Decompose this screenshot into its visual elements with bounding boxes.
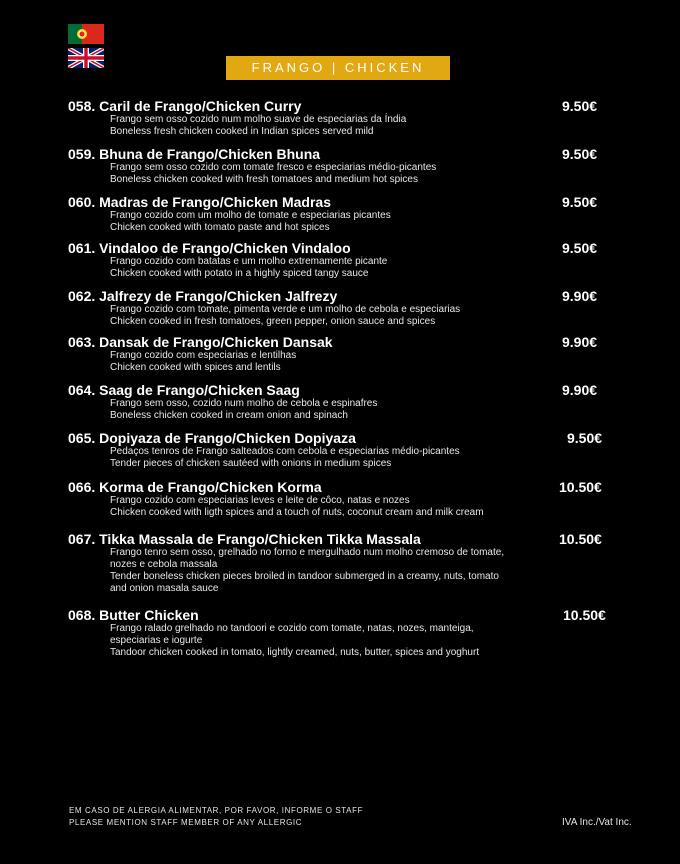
uk-flag-icon[interactable] (68, 48, 104, 68)
menu-item-title: 061. Vindaloo de Frango/Chicken Vindaloo (68, 240, 351, 256)
menu-item-price: 9.50€ (562, 146, 598, 162)
menu-item-title: 064. Saag de Frango/Chicken Saag (68, 382, 300, 398)
menu-item-title: 067. Tikka Massala de Frango/Chicken Tikka Massala (68, 531, 421, 547)
menu-item-price: 9.50€ (562, 240, 598, 256)
menu-item-description: Frango sem osso, cozido num molho de cebola e espinafres Boneless chicken cooked in cream onion and spinach (110, 398, 378, 421)
allergy-notice-pt: EM CASO DE ALERGIA ALIMENTAR, POR FAVOR, INFORME O STAFF (69, 806, 364, 815)
menu-item-price: 9.90€ (562, 334, 598, 350)
menu-item-description: Frango cozido com tomate, pimenta verde e um molho de cebola e especiarias Chicken cooked in fresh tomatoes, green pepper, onion sauce and spices (110, 304, 461, 327)
section-title-banner: FRANGO | CHICKEN (226, 56, 450, 80)
menu-item-title: 063. Dansak de Frango/Chicken Dansak (68, 334, 333, 350)
menu-item-description: Frango sem osso cozido num molho suave de especiarias da Índia Boneless fresh chicken cooked in Indian spices served mild (110, 114, 407, 137)
menu-item (68, 382, 628, 422)
menu-item (68, 334, 628, 374)
menu-item-description: Frango cozido com especiarias leves e leite de côco, natas e nozes Chicken cooked with ligth spices and a touch of nuts, coconut cream and milk cream (110, 495, 484, 518)
menu-item-price: 10.50€ (563, 607, 606, 623)
menu-item-description: Frango ralado grelhado no tandoori e cozido com tomate, natas, nozes, manteiga, especiarias e iogurte Tandoor chicken cooked in tomato, lightly creamed, nuts, butter, spices and yoghurt (110, 623, 480, 658)
menu-item-title: 068. Butter Chicken (68, 607, 199, 623)
menu-item (68, 240, 628, 280)
menu-item-description: Frango cozido com batatas e um molho extremamente picante Chicken cooked with potato in a highly spiced tangy sauce (110, 256, 388, 279)
allergy-notice (69, 805, 363, 829)
menu-item (68, 98, 628, 138)
menu-item-title: 060. Madras de Frango/Chicken Madras (68, 194, 331, 210)
menu-item-description: Frango tenro sem osso, grelhado no forno e mergulhado num molho cremoso de tomate, nozes e cebola massala Tender boneless chicken pieces broiled in tandoor submerged in a creamy, nuts, tomato and onion masala sauce (110, 547, 505, 594)
language-flags (68, 24, 104, 72)
allergy-notice-en: PLEASE MENTION STAFF MEMBER OF ANY ALLERGIC (69, 818, 303, 827)
menu-item-price: 9.90€ (562, 288, 598, 304)
menu-item (68, 430, 628, 470)
menu-item-title: 059. Bhuna de Frango/Chicken Bhuna (68, 146, 321, 162)
vat-notice: IVA Inc./Vat Inc. (562, 817, 632, 828)
menu-item-price: 9.50€ (567, 430, 603, 446)
menu-item (68, 288, 628, 328)
menu-item-description: Frango sem osso cozido com tomate fresco e especiarias médio-picantes Boneless chicken cooked with fresh tomatoes and medium hot spices (110, 162, 437, 185)
menu-item-price: 9.90€ (562, 382, 598, 398)
menu-item-title: 062. Jalfrezy de Frango/Chicken Jalfrezy (68, 288, 338, 304)
menu-item-description: Frango cozido com um molho de tomate e especiarias picantes Chicken cooked with tomato paste and hot spices (110, 210, 391, 233)
menu-item (68, 146, 628, 186)
menu-item-price: 9.50€ (562, 98, 598, 114)
menu-item (68, 531, 628, 595)
menu-item-description: Frango cozido com especiarias e lentilhas Chicken cooked with spices and lentils (110, 350, 297, 373)
menu-item-title: 058. Caril de Frango/Chicken Curry (68, 98, 302, 114)
menu-item-title: 066. Korma de Frango/Chicken Korma (68, 479, 322, 495)
menu-item-title: 065. Dopiyaza de Frango/Chicken Dopiyaza (68, 430, 356, 446)
menu-item (68, 479, 628, 519)
menu-item (68, 607, 628, 659)
menu-item-price: 9.50€ (562, 194, 598, 210)
menu-item-price: 10.50€ (559, 531, 602, 547)
menu-item (68, 194, 628, 234)
menu-item-price: 10.50€ (559, 479, 602, 495)
portugal-flag-icon[interactable] (68, 24, 104, 44)
menu-item-description: Pedaços tenros de Frango salteados com cebola e especiarias médio-picantes Tender pieces of chicken sautéed with onions in medium spices (110, 446, 460, 469)
